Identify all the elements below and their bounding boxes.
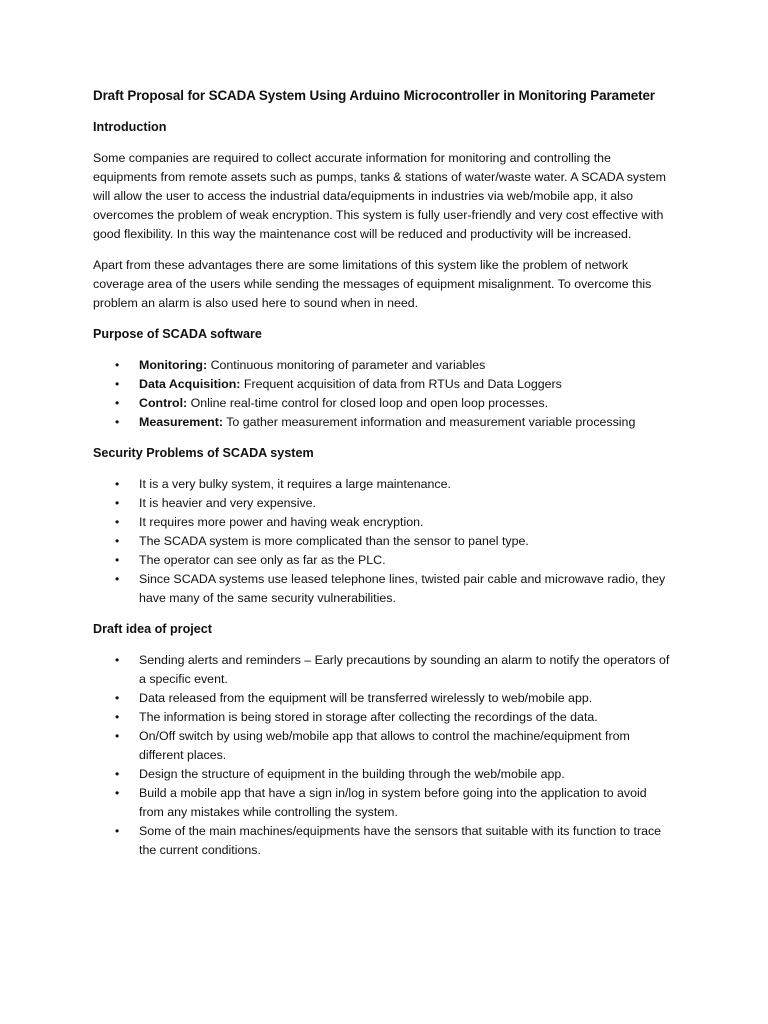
list-item	[93, 784, 672, 822]
list-item	[93, 513, 672, 532]
list-item-text: Continuous monitoring of parameter and variables	[207, 358, 486, 372]
list-item-text: Sending alerts and reminders – Early precautions by sounding an alarm to notify the operators of a specific event.	[139, 653, 670, 686]
list-item-text: The SCADA system is more complicated than the sensor to panel type.	[139, 534, 529, 548]
bullet-icon: •	[115, 534, 120, 548]
list-item	[93, 570, 672, 608]
list-item	[93, 822, 672, 860]
bullet-icon: •	[115, 710, 120, 724]
list-item-text: Build a mobile app that have a sign in/log in system before going into the application to avoid from any mistakes while controlling the system.	[139, 786, 647, 819]
list-item	[93, 708, 672, 727]
list-item-text: To gather measurement information and measurement variable processing	[223, 415, 636, 429]
list-item	[93, 475, 672, 494]
document-title: Draft Proposal for SCADA System Using Arduino Microcontroller in Monitoring Parameter	[93, 88, 655, 103]
introduction-paragraph-1: Some companies are required to collect accurate information for monitoring and controlling the equipments from remote assets such as pumps, tanks & stations of water/waste water. A SCADA system will allow the user to access the industrial data/equipments in industries via web/mobile app, it also overcomes the problem of weak encryption. This system is fully user-friendly and very cost effective with good flexibility. In this way the maintenance cost will be reduced and productivity will be increased.	[93, 151, 666, 241]
list-item-text: The operator can see only as far as the PLC.	[139, 553, 386, 567]
bullet-icon: •	[115, 767, 120, 781]
list-item	[93, 494, 672, 513]
bullet-icon: •	[115, 786, 120, 800]
bullet-icon: •	[115, 653, 120, 667]
list-item	[93, 765, 672, 784]
bullet-icon: •	[115, 377, 120, 391]
list-item-text: Online real-time control for closed loop and open loop processes.	[187, 396, 549, 410]
list-item-text: Some of the main machines/equipments have the sensors that suitable with its function to trace the current conditions.	[139, 824, 662, 857]
bullet-icon: •	[115, 415, 120, 429]
list-item	[93, 651, 672, 689]
bullet-icon: •	[115, 477, 120, 491]
list-item	[93, 394, 672, 413]
purpose-heading: Purpose of SCADA software	[93, 327, 262, 341]
bullet-icon: •	[115, 396, 120, 410]
list-item-text: Design the structure of equipment in the building through the web/mobile app.	[139, 767, 565, 781]
list-item	[93, 375, 672, 394]
security-list	[93, 475, 672, 608]
list-item-term: Data Acquisition:	[139, 377, 241, 391]
purpose-list	[93, 356, 672, 432]
bullet-icon: •	[115, 358, 120, 372]
list-item	[93, 727, 672, 765]
draft-heading: Draft idea of project	[93, 622, 212, 636]
list-item-text: On/Off switch by using web/mobile app that allows to control the machine/equipment from different places.	[139, 729, 630, 762]
list-item-text: The information is being stored in storage after collecting the recordings of the data.	[139, 710, 598, 724]
bullet-icon: •	[115, 553, 120, 567]
security-heading: Security Problems of SCADA system	[93, 446, 314, 460]
list-item-text: It is a very bulky system, it requires a large maintenance.	[139, 477, 451, 491]
list-item-term: Monitoring:	[139, 358, 208, 372]
bullet-icon: •	[115, 691, 120, 705]
list-item-term: Measurement:	[139, 415, 224, 429]
bullet-icon: •	[115, 515, 120, 529]
list-item-text: Data released from the equipment will be transferred wirelessly to web/mobile app.	[139, 691, 593, 705]
introduction-paragraph-2: Apart from these advantages there are some limitations of this system like the problem of network coverage area of the users while sending the messages of equipment misalignment. To overcome this problem an alarm is also used here to sound when in need.	[93, 258, 652, 310]
list-item-text: Since SCADA systems use leased telephone lines, twisted pair cable and microwave radio, they have many of the same security vulnerabilities.	[139, 572, 666, 605]
list-item-text: Frequent acquisition of data from RTUs and Data Loggers	[240, 377, 562, 391]
list-item	[93, 413, 672, 432]
bullet-icon: •	[115, 824, 120, 838]
bullet-icon: •	[115, 729, 120, 743]
list-item	[93, 689, 672, 708]
introduction-heading: Introduction	[93, 120, 167, 134]
list-item-text: It is heavier and very expensive.	[139, 496, 317, 510]
draft-list	[93, 651, 672, 860]
bullet-icon: •	[115, 496, 120, 510]
bullet-icon: •	[115, 572, 120, 586]
list-item	[93, 532, 672, 551]
list-item	[93, 356, 672, 375]
list-item-term: Control:	[139, 396, 188, 410]
list-item-text: It requires more power and having weak encryption.	[139, 515, 424, 529]
list-item	[93, 551, 672, 570]
